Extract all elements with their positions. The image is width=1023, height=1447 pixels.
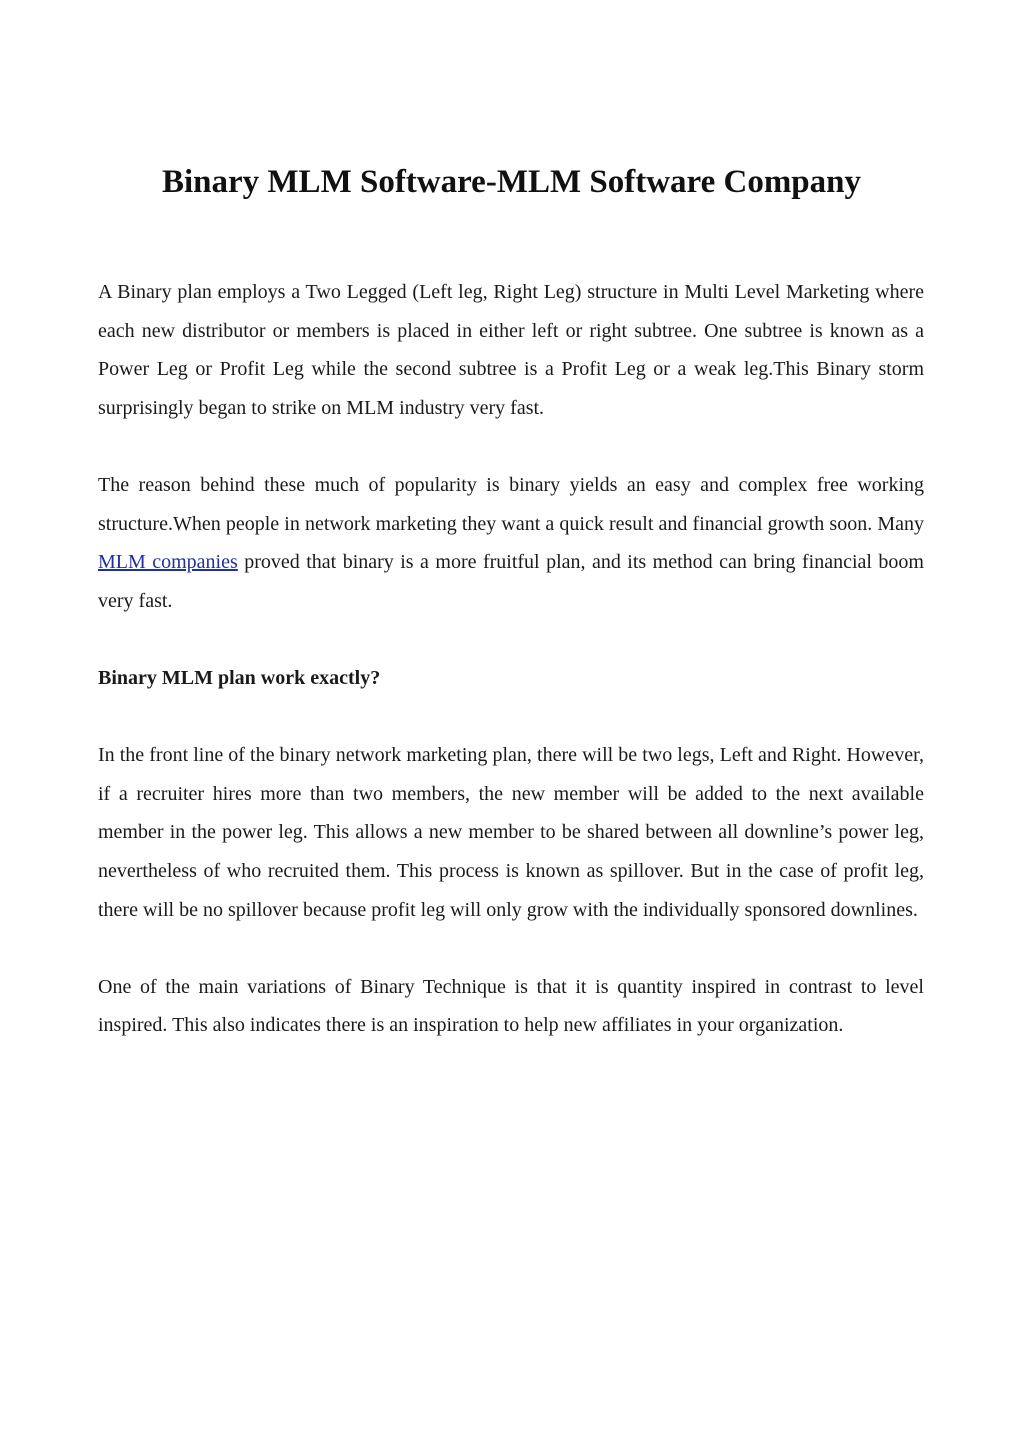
- section-heading: Binary MLM plan work exactly?: [98, 666, 381, 689]
- document-title: Binary MLM Software-MLM Software Company: [161, 164, 862, 200]
- paragraph-popularity-text-after: proved that binary is a more fruitful plan, and its method can bring financial boom very fast.: [98, 551, 924, 612]
- paragraph-intro: A Binary plan employs a Two Legged (Left leg, Right Leg) structure in Multi Level Marketing where each new distributor or members is placed in either left or right subtree. One subtree is known as a Power Leg or Profit Leg while the second subtree is a Profit Leg or a weak leg.This Binary storm surprisingly began to strike on MLM industry very fast.: [98, 281, 924, 419]
- paragraph-popularity: [98, 466, 924, 620]
- paragraph-variations: One of the main variations of Binary Technique is that it is quantity inspired in contrast to level inspired. This also indicates there is an inspiration to help new affiliates in your organization.: [98, 975, 924, 1037]
- paragraph-popularity-text-before: The reason behind these much of popularity is binary yields an easy and complex free working structure.When people in network marketing they want a quick result and financial growth soon. Many: [98, 473, 924, 535]
- document-body: [98, 273, 924, 1083]
- paragraph-front-line: In the front line of the binary network marketing plan, there will be two legs, Left and Right. However, if a recruiter hires more than two members, the new member will be added to the next available member in the power leg. This allows a new member to be shared between all downline’s power leg, nevertheless of who recruited them. This process is known as spillover. But in the case of profit leg, there will be no spillover because profit leg will only grow with the individually sponsored downlines.: [98, 744, 924, 921]
- mlm-companies-link[interactable]: MLM companies: [98, 551, 238, 574]
